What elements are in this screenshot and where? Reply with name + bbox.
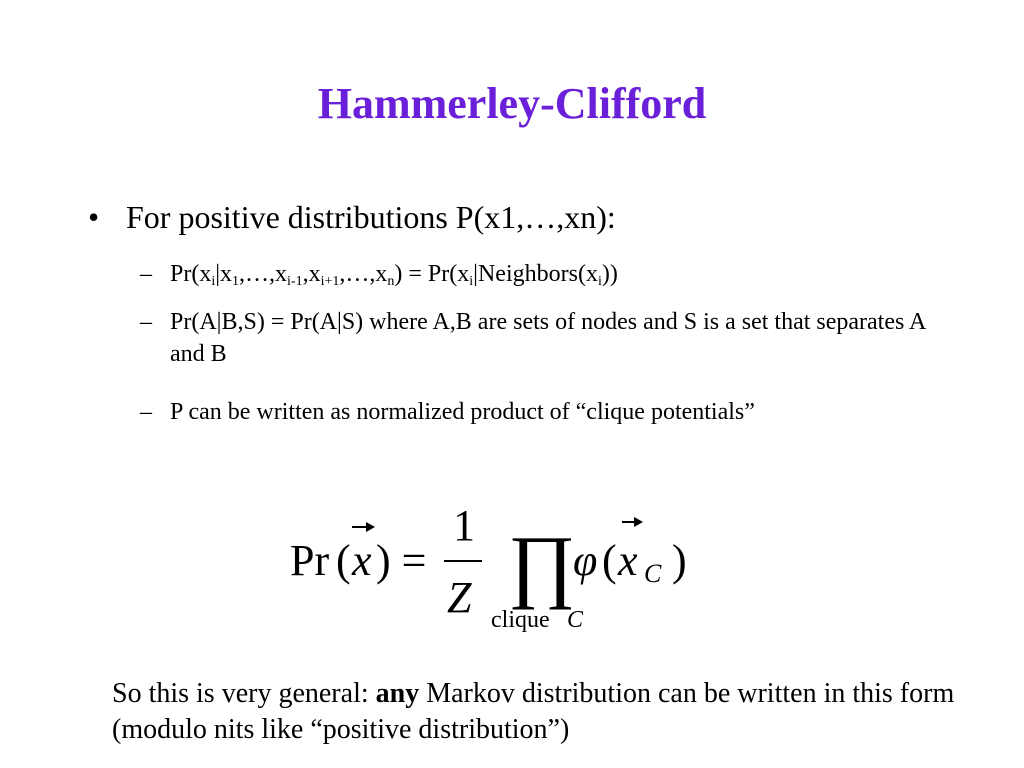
formula-rparen-eq: ) = xyxy=(376,536,427,585)
product-symbol: ∏ xyxy=(508,519,576,610)
bullet-symbol: • xyxy=(88,199,100,235)
summary-note: So this is very general: any Markov distribution can be written in this form (modulo nits like “positive distribution”) xyxy=(112,678,955,745)
formula-denominator: Z xyxy=(447,573,472,622)
formula-lparen: ( xyxy=(336,536,351,585)
main-bullet-text: For positive distributions P(x1,…,xn): xyxy=(126,199,616,235)
formula-x: x xyxy=(352,536,372,585)
formula-phi: φ xyxy=(573,536,598,585)
vector-arrow-icon xyxy=(352,522,375,532)
sub-bullet-text: Pr(A|B,S) = Pr(A|S) where A,B are sets of nodes and S is a set that separates A and B xyxy=(170,309,926,367)
sub-bullet-text: P can be written as normalized product of “clique potentials” xyxy=(170,399,755,425)
slide-title: Hammerley-Clifford xyxy=(317,79,707,128)
emphasis-any: any xyxy=(375,678,420,709)
formula-lparen2: ( xyxy=(602,536,617,585)
vector-arrow-icon xyxy=(622,517,643,527)
formula-numerator: 1 xyxy=(453,501,475,550)
sub-bullet-text: $Pr(x_i|x_1,\dots,x_{i-1},x_{i+1},\dots,x_n)$ = $Pr(x_i|Neighbors(x_i))$ xyxy=(170,261,618,289)
formula-pr: Pr xyxy=(290,536,330,585)
dash-marker: – xyxy=(140,399,152,425)
dash-marker: – xyxy=(140,309,152,335)
formula-sub-c: C xyxy=(644,559,662,588)
formula-x2: x xyxy=(618,536,638,585)
dash-marker: – xyxy=(140,261,152,287)
formula-under-c: C xyxy=(567,607,584,633)
formula-rparen2: ) xyxy=(672,536,687,585)
formula-under-clique: clique xyxy=(491,607,550,633)
